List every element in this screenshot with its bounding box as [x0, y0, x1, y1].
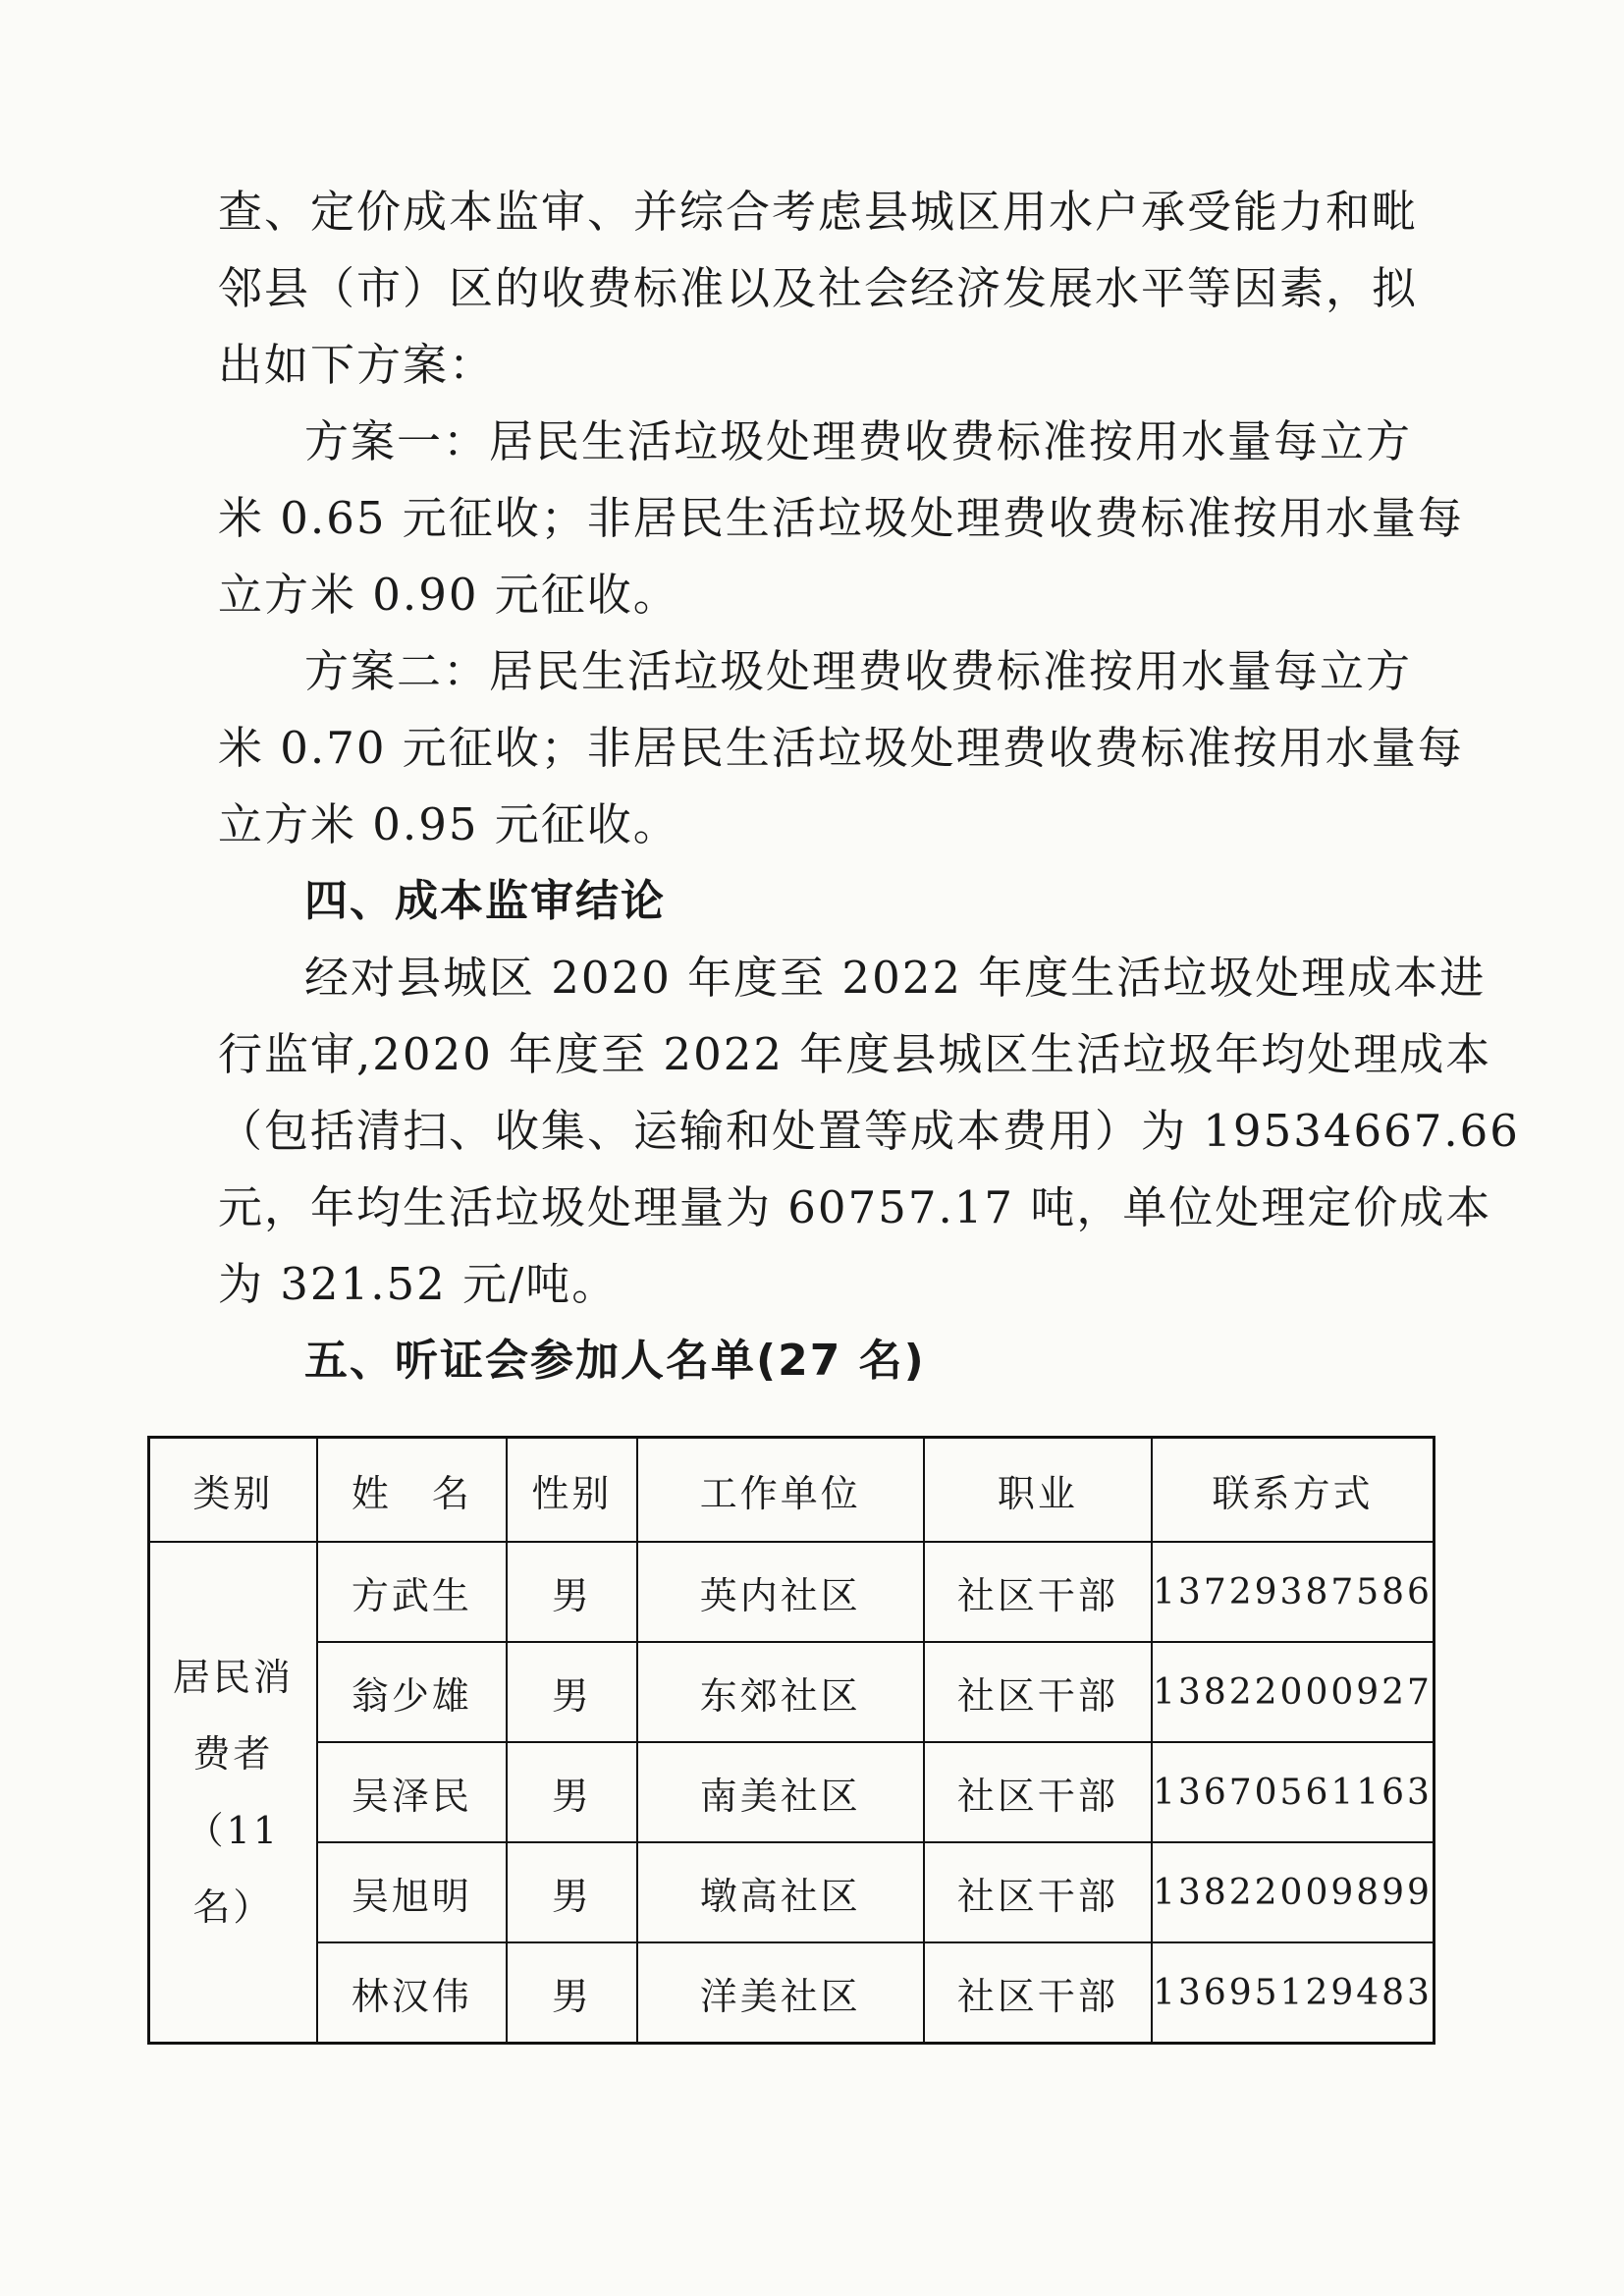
participant-name: 林汉伟: [317, 1942, 507, 2044]
header-gender: 性别: [507, 1438, 637, 1543]
section4-line-5: 为 321.52 元/吨。: [218, 1258, 619, 1310]
table-row: [149, 1542, 1435, 1642]
section4-line-2: 行监审,2020 年度至 2022 年度县城区生活垃圾年均处理成本: [218, 1028, 1492, 1080]
table-header-row: [149, 1438, 1435, 1543]
plan1-line-1: 方案一：居民生活垃圾处理费收费标准按用水量每立方: [304, 415, 1413, 467]
participant-phone: 13670561163: [1152, 1742, 1435, 1842]
category-line: （11: [186, 1809, 281, 1852]
header-category: 类别: [149, 1438, 317, 1543]
category-cell: [149, 1542, 317, 2044]
table-row: [149, 1942, 1435, 2044]
header-occupation: 职业: [924, 1438, 1152, 1543]
participant-gender: 男: [507, 1642, 637, 1742]
participant-phone: 13729387586: [1152, 1542, 1435, 1642]
participant-job: 社区干部: [924, 1842, 1152, 1942]
section4-line-4: 元，年均生活垃圾处理量为 60757.17 吨，单位处理定价成本: [218, 1181, 1492, 1233]
participant-name: 翁少雄: [317, 1642, 507, 1742]
intro-line-2: 邻县（市）区的收费标准以及社会经济发展水平等因素，拟: [218, 262, 1419, 314]
section4-heading: 四、成本监审结论: [304, 876, 666, 926]
section4-line-3: （包括清扫、收集、运输和处置等成本费用）为 19534667.66: [218, 1105, 1520, 1157]
header-work-unit: 工作单位: [637, 1438, 924, 1543]
plan2-line-2: 米 0.70 元征收；非居民生活垃圾处理费收费标准按用水量每: [218, 722, 1464, 774]
participant-unit: 东郊社区: [637, 1642, 924, 1742]
participant-gender: 男: [507, 1842, 637, 1942]
participant-unit: 英内社区: [637, 1542, 924, 1642]
participant-unit: 南美社区: [637, 1742, 924, 1842]
participant-job: 社区干部: [924, 1742, 1152, 1842]
plan2-line-1: 方案二：居民生活垃圾处理费收费标准按用水量每立方: [304, 645, 1413, 697]
section5-heading: 五、听证会参加人名单(27 名): [304, 1336, 926, 1386]
participant-job: 社区干部: [924, 1542, 1152, 1642]
participant-unit: 墩高社区: [637, 1842, 924, 1942]
participant-job: 社区干部: [924, 1642, 1152, 1742]
intro-line-3: 出如下方案：: [218, 339, 496, 391]
participant-unit: 洋美社区: [637, 1942, 924, 2044]
participant-name: 吴旭明: [317, 1842, 507, 1942]
header-contact: 联系方式: [1152, 1438, 1435, 1543]
participant-job: 社区干部: [924, 1942, 1152, 2044]
table-row: [149, 1742, 1435, 1842]
participant-phone: 13822000927: [1152, 1642, 1435, 1742]
category-line: 名）: [192, 1886, 274, 1929]
participant-gender: 男: [507, 1742, 637, 1842]
participant-phone: 13822009899: [1152, 1842, 1435, 1942]
plan1-line-3: 立方米 0.90 元征收。: [218, 569, 679, 621]
plan2-line-3: 立方米 0.95 元征收。: [218, 798, 679, 850]
header-name: 姓 名: [317, 1438, 507, 1543]
category-line: 居民消: [172, 1656, 294, 1699]
participant-gender: 男: [507, 1542, 637, 1642]
participant-name: 吴泽民: [317, 1742, 507, 1842]
participant-table: [147, 1436, 1435, 2045]
participant-gender: 男: [507, 1942, 637, 2044]
participant-name: 方武生: [317, 1542, 507, 1642]
table-row: [149, 1642, 1435, 1742]
table-row: [149, 1842, 1435, 1942]
section4-line-1: 经对县城区 2020 年度至 2022 年度生活垃圾处理成本进: [304, 952, 1487, 1004]
intro-line-1: 查、定价成本监审、并综合考虑县城区用水户承受能力和毗: [218, 186, 1419, 238]
category-line: 费者: [192, 1732, 274, 1776]
participant-phone: 13695129483: [1152, 1942, 1435, 2044]
plan1-line-2: 米 0.65 元征收；非居民生活垃圾处理费收费标准按用水量每: [218, 492, 1464, 544]
